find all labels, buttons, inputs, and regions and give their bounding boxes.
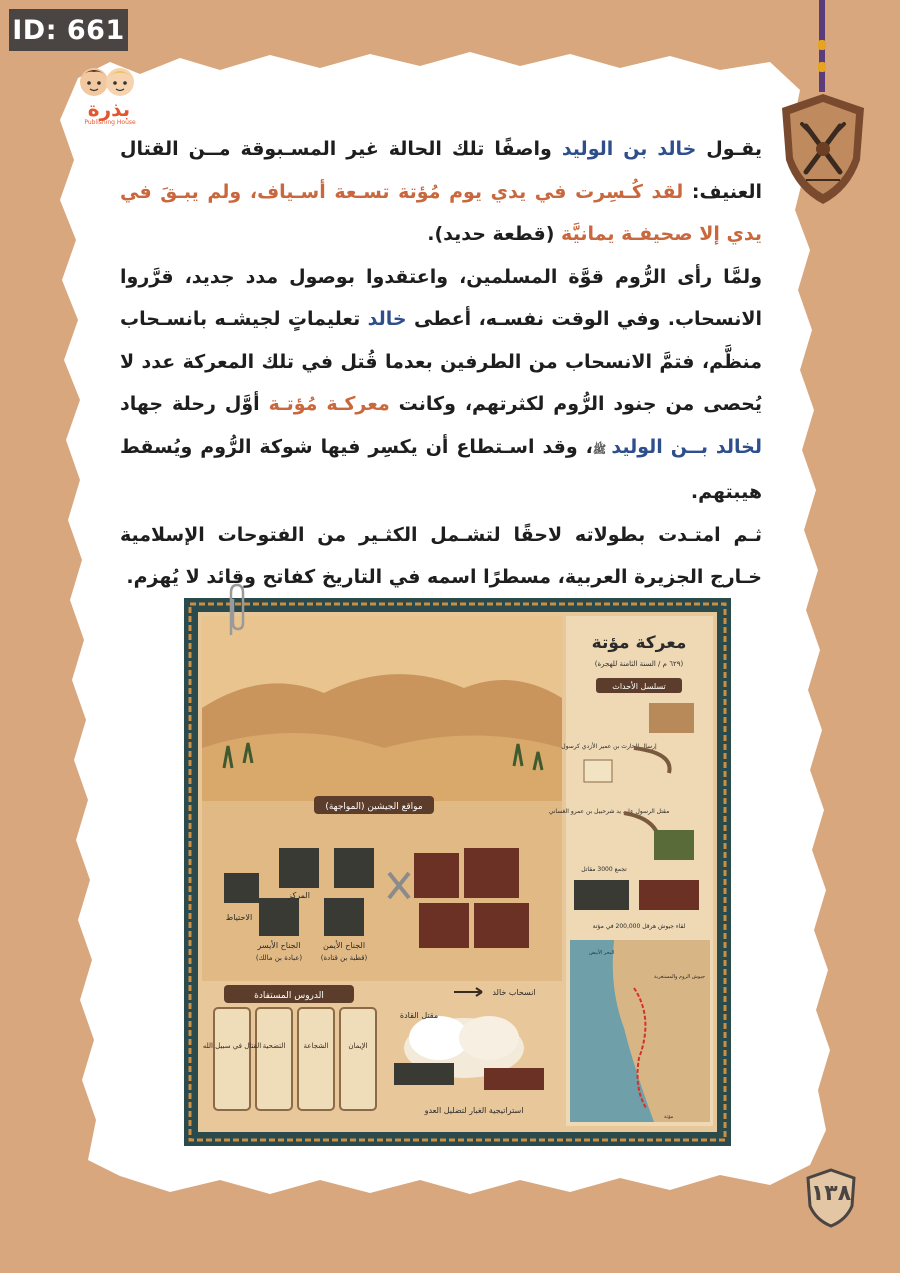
text-segment: تعليماتٍ لجيشـه بانسـحاب منظَّم، فتمَّ الانسحاب من الطرفين بعدما قُتل في تلك المعركة عدد لا يُحصى من جنود الرُّوم لكثرتهم، وكانت [120, 308, 762, 415]
battle-infographic [184, 598, 731, 1146]
page-number: ١٣٨ [810, 1181, 852, 1206]
event-3: تجمع 3000 مقاتل [581, 866, 627, 873]
paragraph-2 [120, 256, 762, 514]
rope-decoration [818, 0, 826, 92]
article-body [120, 128, 762, 599]
positions-header: مواقع الجيشين (المواجهة) [325, 802, 423, 812]
paperclip-icon [223, 583, 245, 639]
shield-sword-icon [776, 90, 870, 208]
event-1: إرسال الحارث بن عمير الأزدي كرسول [561, 743, 657, 750]
text-segment: يقـول [696, 138, 762, 160]
quote-text: لقد كُـسِرت في يدي يوم مُؤتة تسـعة أسـياف، ولم يبـقَ في يدي إلا صحيفـة يمانيَّة [120, 180, 762, 245]
map-city: مؤتة [664, 1114, 674, 1120]
label-center: المركز [288, 891, 310, 900]
lesson-4: الإيمان [348, 1042, 368, 1050]
publisher-sub: Publishing House [84, 119, 136, 126]
timeline-header: تسلسل الأحداث [612, 682, 666, 691]
text-segment: ، وقد اسـتطاع أن يكسِر فيها شوكة الرُّوم ويُسقط هيبتهم. [120, 435, 762, 503]
name-khalid-full: لخالد بــن الوليد [611, 435, 762, 458]
text-segment: أوَّل رحلة جهاد [120, 393, 269, 415]
text-segment: واصفًا تلك الحالة غير المسـبوقة مــن القتال العنيف: [120, 138, 763, 203]
lessons-header: الدروس المستفادة [254, 991, 324, 1001]
label-left-wing: الجناح الأيسر [257, 941, 301, 950]
event-2: مقتل الرسول على يد شرحبيل بن عمرو الغساني [548, 808, 670, 815]
paragraph-3 [120, 514, 762, 599]
lesson-3: الشجاعة [303, 1042, 329, 1050]
text-segment: (قطعة حديد). [427, 223, 562, 245]
infographic-subtitle: (٦٢٩ م / السنة الثامنة للهجرة) [594, 660, 684, 668]
name-khalid: خالد بن الوليد [561, 138, 697, 160]
battle-name: معركـة مُؤتـة [268, 393, 390, 415]
honorific-symbol: ﷺ [592, 442, 612, 456]
retreat-label: انسحاب خالد [492, 988, 536, 997]
publisher-name: بذرة [87, 97, 131, 121]
lesson-2: التضحية [262, 1042, 286, 1050]
map-route: جيوش الروم والمستعربة [654, 974, 706, 980]
event-4: لقاء جيوش هرقل 200,000 في مؤتة [592, 923, 686, 930]
label-left-wing-leader: (عبادة بن مالك) [255, 954, 303, 962]
infographic-title: معركة مؤتة [591, 633, 687, 653]
label-right-wing: الجناح الأيمن [322, 941, 366, 950]
leaders-label: مقتل القادة [399, 1011, 439, 1020]
map-sea: البحر الأبيض [589, 950, 615, 956]
lesson-1: القتال في سبيل الله [202, 1042, 262, 1050]
paragraph-1 [120, 128, 762, 256]
text-segment: ثـم امتـدت بطولاته لاحقًا لتشـمل الكثـير من الفتوحات الإسلامية خـارج الجزيرة العربية، مسطرًا اسمه في التاريخ كفاتح وقائد لا يُهزم. [120, 523, 762, 588]
dust-label: استراتيجية الغبار لتضليل العدو [424, 1106, 524, 1115]
text-segment: ولمَّا رأى الرُّوم قوَّة المسلمين، واعتقدوا بوصول مدد جديد، قرَّروا الانسحاب. وفي الوقت نفسـه، أعطى [120, 265, 763, 330]
label-reserve: الاحتياط [225, 913, 253, 922]
label-right-wing-leader: (قطبة بن قتادة) [320, 954, 368, 962]
id-label: ID: 661 [9, 9, 128, 51]
name-khalid: خالد [367, 308, 407, 330]
